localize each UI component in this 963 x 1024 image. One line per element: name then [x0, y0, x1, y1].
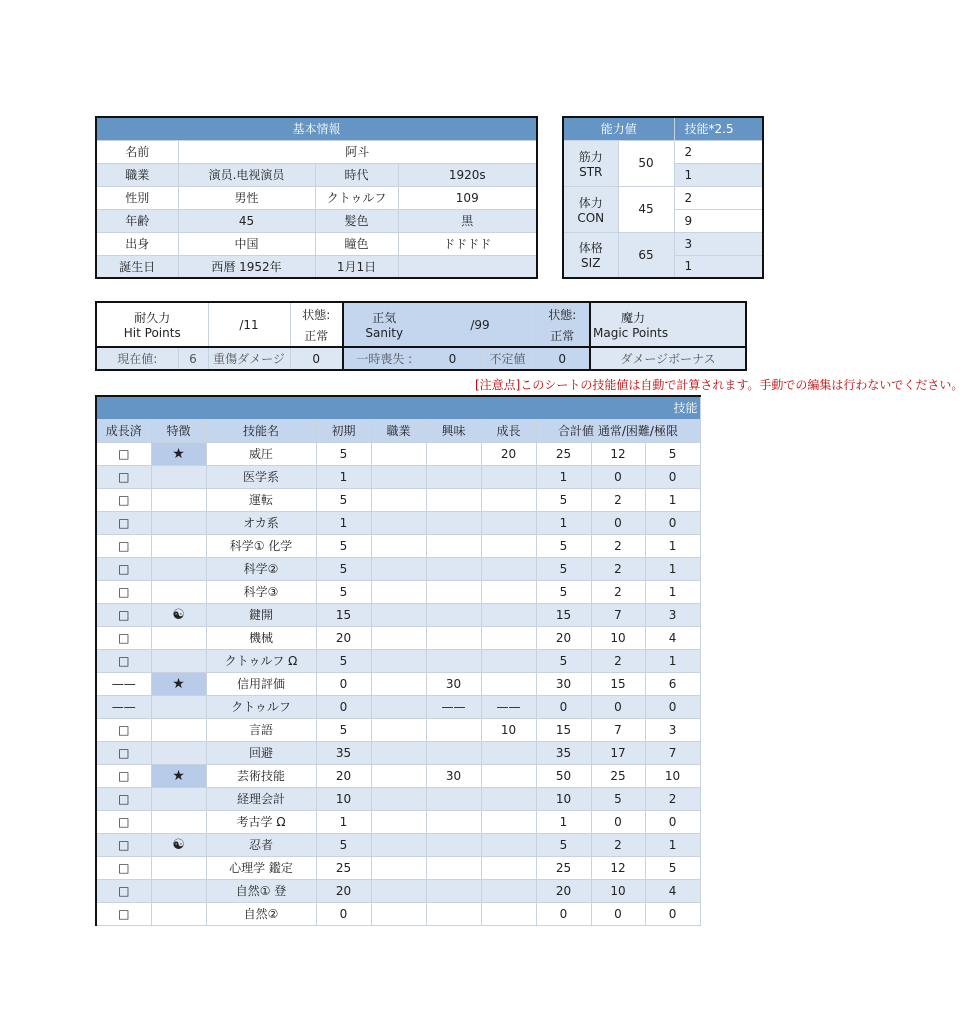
- skill-extreme-cell: 0: [645, 511, 700, 534]
- skill-base-cell: 5: [316, 649, 371, 672]
- skill-extreme-cell: 1: [645, 534, 700, 557]
- skill-base-cell: 20: [316, 879, 371, 902]
- skill-base-cell: 5: [316, 534, 371, 557]
- info-label: 時代: [315, 163, 398, 186]
- skill-interest-cell[interactable]: [426, 557, 481, 580]
- stat-half-str: 2: [674, 140, 763, 163]
- vitals-panel: [95, 301, 716, 373]
- skill-row: [96, 856, 700, 879]
- skill-row: [96, 557, 700, 580]
- skill-row: [96, 902, 700, 925]
- skill-base-cell: 0: [316, 695, 371, 718]
- skill-grown-cell[interactable]: □: [96, 856, 151, 879]
- skill-hard-cell: 0: [591, 695, 645, 718]
- serious-damage-value[interactable]: 0: [290, 347, 343, 370]
- skill-hard-cell: 7: [591, 603, 645, 626]
- skill-name-cell: 運転: [206, 488, 316, 511]
- skill-hard-cell: 17: [591, 741, 645, 764]
- skill-grown-cell[interactable]: □: [96, 442, 151, 465]
- skill-growth-cell[interactable]: [481, 603, 536, 626]
- col-occupation: 職業: [371, 419, 426, 442]
- skill-extreme-cell: 0: [645, 465, 700, 488]
- stat-label-str: 筋力 STR: [563, 140, 618, 186]
- birth-extra-field[interactable]: [398, 255, 537, 278]
- skill-interest-cell[interactable]: [426, 856, 481, 879]
- skill-name-cell: オカ系: [206, 511, 316, 534]
- stats-panel: [562, 116, 734, 280]
- skill-grown-cell[interactable]: □: [96, 534, 151, 557]
- info-label: 髪色: [315, 209, 398, 232]
- skill-row: [96, 465, 700, 488]
- gender-field[interactable]: 男性: [178, 186, 315, 209]
- skill-growth-cell[interactable]: [481, 557, 536, 580]
- skill-extreme-cell: 0: [645, 695, 700, 718]
- skill-name-cell: 芸術技能: [206, 764, 316, 787]
- skill-row: [96, 649, 700, 672]
- skill-row: [96, 488, 700, 511]
- skill-row: [96, 580, 700, 603]
- skill-feature-cell: [151, 879, 206, 902]
- skill-row: [96, 442, 700, 465]
- skill-base-cell: 0: [316, 902, 371, 925]
- skill-row: [96, 626, 700, 649]
- skill-total-cell: 5: [536, 557, 591, 580]
- skill-name-cell: 科学③: [206, 580, 316, 603]
- skill-occupation-cell[interactable]: [371, 626, 426, 649]
- temp-loss-value[interactable]: 0: [425, 347, 480, 370]
- info-label: 名前: [96, 140, 178, 163]
- skill-total-cell: 25: [536, 442, 591, 465]
- skill-growth-cell[interactable]: [481, 833, 536, 856]
- skill-growth-cell[interactable]: [481, 465, 536, 488]
- skill-interest-cell[interactable]: [426, 511, 481, 534]
- skill-grown-cell[interactable]: □: [96, 764, 151, 787]
- skill-occupation-cell[interactable]: [371, 741, 426, 764]
- stat-fifth-con: 9: [674, 209, 763, 232]
- skill-feature-cell: [151, 787, 206, 810]
- stat-label-siz: 体格 SIZ: [563, 232, 618, 278]
- skill-growth-cell[interactable]: [481, 649, 536, 672]
- skill-extreme-cell: 0: [645, 902, 700, 925]
- skill-occupation-cell[interactable]: [371, 672, 426, 695]
- san-max[interactable]: /99: [425, 302, 535, 347]
- skill-interest-cell[interactable]: [426, 488, 481, 511]
- skill-base-cell: 5: [316, 580, 371, 603]
- skill-row: [96, 879, 700, 902]
- skill-interest-cell[interactable]: [426, 603, 481, 626]
- skill-occupation-cell[interactable]: [371, 902, 426, 925]
- skill-hard-cell: 25: [591, 764, 645, 787]
- skill-feature-cell: [151, 534, 206, 557]
- skill-growth-cell[interactable]: [481, 626, 536, 649]
- indefinite-label: 不定値: [480, 347, 535, 370]
- hp-current-label: 現在値:: [96, 347, 178, 370]
- skill-grown-cell[interactable]: □: [96, 787, 151, 810]
- skill-grown-cell[interactable]: □: [96, 718, 151, 741]
- skill-name-cell: 威圧: [206, 442, 316, 465]
- skill-growth-cell[interactable]: [481, 672, 536, 695]
- stat-value-con[interactable]: 45: [618, 186, 674, 232]
- occupation-field[interactable]: 演员.电视演员: [178, 163, 315, 186]
- skill-feature-cell: [151, 626, 206, 649]
- skill-interest-cell[interactable]: [426, 718, 481, 741]
- skill-interest-cell[interactable]: [426, 902, 481, 925]
- skill-interest-cell[interactable]: [426, 833, 481, 856]
- skill-base-cell: 20: [316, 764, 371, 787]
- skill-hard-cell: 12: [591, 442, 645, 465]
- hp-max[interactable]: /11: [208, 302, 290, 347]
- basic-info-title: 基本情報: [96, 117, 537, 140]
- skill-total-cell: 35: [536, 741, 591, 764]
- skill-grown-cell[interactable]: □: [96, 511, 151, 534]
- col-skill-name: 技能名: [206, 419, 316, 442]
- skill-extreme-cell: 4: [645, 879, 700, 902]
- skill-interest-cell[interactable]: ——: [426, 695, 481, 718]
- skill-growth-cell[interactable]: ——: [481, 695, 536, 718]
- skill-grown-cell[interactable]: □: [96, 833, 151, 856]
- skill-hard-cell: 2: [591, 488, 645, 511]
- skill-name-cell: 自然②: [206, 902, 316, 925]
- skill-feature-cell: [151, 695, 206, 718]
- skill-name-cell: 回避: [206, 741, 316, 764]
- serious-damage-label: 重傷ダメージ: [208, 347, 290, 370]
- skill-base-cell: 5: [316, 442, 371, 465]
- skill-extreme-cell: 3: [645, 718, 700, 741]
- stats-title: 能力値: [563, 117, 674, 140]
- skill-feature-cell: [151, 856, 206, 879]
- mp-label: 魔力 Magic Points: [590, 302, 746, 347]
- skill-growth-cell[interactable]: [481, 534, 536, 557]
- skill-row: [96, 718, 700, 741]
- skill-row: [96, 764, 700, 787]
- skill-total-cell: 15: [536, 718, 591, 741]
- skill-total-cell: 1: [536, 810, 591, 833]
- skill-occupation-cell[interactable]: [371, 856, 426, 879]
- skill-total-cell: 25: [536, 856, 591, 879]
- skill-base-cell: 1: [316, 810, 371, 833]
- skill-feature-cell: ★: [151, 764, 206, 787]
- skill-feature-cell: [151, 511, 206, 534]
- skill-name-cell: 言語: [206, 718, 316, 741]
- stat-label-con: 体力 CON: [563, 186, 618, 232]
- skill-feature-cell: [151, 557, 206, 580]
- skill-growth-cell[interactable]: [481, 810, 536, 833]
- skill-name-cell: 機械: [206, 626, 316, 649]
- skill-row: [96, 534, 700, 557]
- birth-day-field[interactable]: 1月1日: [315, 255, 398, 278]
- skill-extreme-cell: 10: [645, 764, 700, 787]
- skill-occupation-cell[interactable]: [371, 810, 426, 833]
- skill-feature-cell: ☯: [151, 833, 206, 856]
- skill-feature-cell: [151, 649, 206, 672]
- skill-feature-cell: [151, 902, 206, 925]
- skill-total-cell: 5: [536, 488, 591, 511]
- skill-grown-cell[interactable]: □: [96, 741, 151, 764]
- skill-total-cell: 1: [536, 465, 591, 488]
- info-label: 年齢: [96, 209, 178, 232]
- skill-row: [96, 511, 700, 534]
- skill-growth-cell[interactable]: [481, 488, 536, 511]
- skill-occupation-cell[interactable]: [371, 787, 426, 810]
- skill-feature-cell: ☯: [151, 603, 206, 626]
- skill-total-cell: 1: [536, 511, 591, 534]
- stat-half-con: 2: [674, 186, 763, 209]
- skill-feature-cell: [151, 718, 206, 741]
- hp-label: 耐久力 Hit Points: [96, 302, 208, 347]
- skill-total-cell: 5: [536, 833, 591, 856]
- skill-interest-cell[interactable]: [426, 534, 481, 557]
- skill-grown-cell[interactable]: □: [96, 580, 151, 603]
- skill-grown-cell[interactable]: □: [96, 603, 151, 626]
- skill-total-cell: 5: [536, 580, 591, 603]
- skill-feature-cell: [151, 465, 206, 488]
- skill-occupation-cell[interactable]: [371, 695, 426, 718]
- skill-occupation-cell[interactable]: [371, 580, 426, 603]
- san-label: 正気 Sanity: [343, 302, 425, 347]
- col-feature: 特徴: [151, 419, 206, 442]
- skill-occupation-cell[interactable]: [371, 488, 426, 511]
- name-field[interactable]: 阿斗: [178, 140, 537, 163]
- era-field[interactable]: 1920s: [398, 163, 537, 186]
- skill-grown-cell[interactable]: □: [96, 649, 151, 672]
- skill-total-cell: 0: [536, 695, 591, 718]
- skill-name-cell: 医学系: [206, 465, 316, 488]
- skill-base-cell: 15: [316, 603, 371, 626]
- skill-hard-cell: 0: [591, 902, 645, 925]
- skill-hard-cell: 2: [591, 833, 645, 856]
- skill-interest-cell[interactable]: [426, 626, 481, 649]
- skill-occupation-cell[interactable]: [371, 511, 426, 534]
- skill-growth-cell[interactable]: [481, 764, 536, 787]
- stat-value-siz[interactable]: 65: [618, 232, 674, 278]
- skill-hard-cell: 12: [591, 856, 645, 879]
- eye-field[interactable]: ドドドド: [398, 232, 537, 255]
- skill-hard-cell: 2: [591, 534, 645, 557]
- skill-grown-cell[interactable]: □: [96, 488, 151, 511]
- skill-total-cell: 5: [536, 649, 591, 672]
- skill-name-cell: 自然① 登: [206, 879, 316, 902]
- skill-grown-cell[interactable]: □: [96, 810, 151, 833]
- skill-interest-cell[interactable]: [426, 787, 481, 810]
- skill-total-cell: 30: [536, 672, 591, 695]
- col-growth: 成長: [481, 419, 536, 442]
- skill-total-cell: 15: [536, 603, 591, 626]
- skill-growth-cell[interactable]: [481, 741, 536, 764]
- skill-interest-cell[interactable]: 30: [426, 764, 481, 787]
- col-grown: 成長済: [96, 419, 151, 442]
- skill-hard-cell: 0: [591, 465, 645, 488]
- skill-growth-cell[interactable]: 10: [481, 718, 536, 741]
- stats-header-right: 技能*2.5: [674, 117, 763, 140]
- skill-occupation-cell[interactable]: [371, 465, 426, 488]
- skill-total-cell: 10: [536, 787, 591, 810]
- basic-info-panel: [95, 116, 538, 279]
- skill-name-cell: 信用評価: [206, 672, 316, 695]
- skill-interest-cell[interactable]: [426, 810, 481, 833]
- skill-grown-cell[interactable]: ——: [96, 672, 151, 695]
- skill-grown-cell[interactable]: □: [96, 626, 151, 649]
- skill-interest-cell[interactable]: 30: [426, 672, 481, 695]
- skill-name-cell: 経理会計: [206, 787, 316, 810]
- skill-occupation-cell[interactable]: [371, 603, 426, 626]
- skill-base-cell: 1: [316, 465, 371, 488]
- skill-growth-cell[interactable]: [481, 787, 536, 810]
- skill-extreme-cell: 3: [645, 603, 700, 626]
- skill-extreme-cell: 7: [645, 741, 700, 764]
- skill-occupation-cell[interactable]: [371, 833, 426, 856]
- temp-loss-label: 一時喪失 :: [343, 347, 425, 370]
- stat-value-str[interactable]: 50: [618, 140, 674, 186]
- info-label: 性別: [96, 186, 178, 209]
- skill-hard-cell: 2: [591, 557, 645, 580]
- skill-growth-cell[interactable]: [481, 902, 536, 925]
- skill-interest-cell[interactable]: [426, 580, 481, 603]
- skill-interest-cell[interactable]: [426, 465, 481, 488]
- skill-name-cell: クトゥルフ: [206, 695, 316, 718]
- birth-year-field[interactable]: 西暦 1952年: [178, 255, 315, 278]
- skill-extreme-cell: 5: [645, 856, 700, 879]
- skill-feature-cell: [151, 741, 206, 764]
- skill-grown-cell[interactable]: □: [96, 557, 151, 580]
- skill-name-cell: 科学②: [206, 557, 316, 580]
- skill-grown-cell[interactable]: ——: [96, 695, 151, 718]
- skill-base-cell: 5: [316, 833, 371, 856]
- hair-field[interactable]: 黒: [398, 209, 537, 232]
- info-label: 職業: [96, 163, 178, 186]
- skill-interest-cell[interactable]: [426, 741, 481, 764]
- skill-name-cell: 心理学 鑑定: [206, 856, 316, 879]
- skill-base-cell: 1: [316, 511, 371, 534]
- skill-row: [96, 741, 700, 764]
- skill-occupation-cell[interactable]: [371, 718, 426, 741]
- hp-state: 状態: 正常: [290, 302, 343, 347]
- skill-total-cell: 5: [536, 534, 591, 557]
- skill-occupation-cell[interactable]: [371, 879, 426, 902]
- skill-extreme-cell: 5: [645, 442, 700, 465]
- skill-row: [96, 603, 700, 626]
- skill-extreme-cell: 1: [645, 557, 700, 580]
- skill-extreme-cell: 2: [645, 787, 700, 810]
- skill-total-cell: 50: [536, 764, 591, 787]
- skill-base-cell: 35: [316, 741, 371, 764]
- skill-extreme-cell: 6: [645, 672, 700, 695]
- stat-fifth-siz: 1: [674, 255, 763, 278]
- damage-bonus-label: ダメージボーナス: [590, 347, 746, 370]
- skill-interest-cell[interactable]: [426, 879, 481, 902]
- skill-name-cell: 忍者: [206, 833, 316, 856]
- info-label: クトゥルフ: [315, 186, 398, 209]
- info-label: 出身: [96, 232, 178, 255]
- skills-title: 技能: [96, 396, 700, 419]
- skill-grown-cell[interactable]: □: [96, 465, 151, 488]
- info-label: 誕生日: [96, 255, 178, 278]
- skill-growth-cell[interactable]: 20: [481, 442, 536, 465]
- skill-extreme-cell: 1: [645, 488, 700, 511]
- skill-base-cell: 0: [316, 672, 371, 695]
- skill-base-cell: 25: [316, 856, 371, 879]
- skill-base-cell: 5: [316, 557, 371, 580]
- skill-hard-cell: 2: [591, 649, 645, 672]
- skill-feature-cell: [151, 488, 206, 511]
- hp-current-value[interactable]: 6: [178, 347, 208, 370]
- skill-hard-cell: 10: [591, 626, 645, 649]
- skill-hard-cell: 0: [591, 810, 645, 833]
- skill-hard-cell: 5: [591, 787, 645, 810]
- skills-panel: [95, 395, 699, 935]
- skill-extreme-cell: 4: [645, 626, 700, 649]
- indefinite-value[interactable]: 0: [535, 347, 590, 370]
- skill-grown-cell[interactable]: □: [96, 879, 151, 902]
- col-base: 初期: [316, 419, 371, 442]
- skill-extreme-cell: 1: [645, 649, 700, 672]
- skill-occupation-cell[interactable]: [371, 557, 426, 580]
- skill-base-cell: 5: [316, 718, 371, 741]
- stat-half-siz: 3: [674, 232, 763, 255]
- skill-growth-cell[interactable]: [481, 511, 536, 534]
- warning-note: [注意点]このシートの技能値は自動で計算されます。手動での編集は行わないでください。: [475, 378, 963, 392]
- skill-row: [96, 833, 700, 856]
- skill-occupation-cell[interactable]: [371, 442, 426, 465]
- skill-feature-cell: [151, 810, 206, 833]
- skill-occupation-cell[interactable]: [371, 649, 426, 672]
- skill-occupation-cell[interactable]: [371, 764, 426, 787]
- skill-extreme-cell: 1: [645, 580, 700, 603]
- skill-row: [96, 810, 700, 833]
- skill-row: [96, 787, 700, 810]
- skill-interest-cell[interactable]: [426, 442, 481, 465]
- origin-field[interactable]: 中国: [178, 232, 315, 255]
- stat-fifth-str: 1: [674, 163, 763, 186]
- skill-total-cell: 20: [536, 626, 591, 649]
- age-field[interactable]: 45: [178, 209, 315, 232]
- skill-name-cell: 鍵開: [206, 603, 316, 626]
- skill-extreme-cell: 0: [645, 810, 700, 833]
- col-total: 合計値 通常/困難/極限: [536, 419, 700, 442]
- skill-total-cell: 0: [536, 902, 591, 925]
- col-interest: 興味: [426, 419, 481, 442]
- skill-occupation-cell[interactable]: [371, 534, 426, 557]
- skill-hard-cell: 2: [591, 580, 645, 603]
- skill-feature-cell: [151, 580, 206, 603]
- skill-name-cell: 科学① 化学: [206, 534, 316, 557]
- cthulhu-field[interactable]: 109: [398, 186, 537, 209]
- skill-name-cell: クトゥルフ Ω: [206, 649, 316, 672]
- skill-hard-cell: 10: [591, 879, 645, 902]
- info-label: 瞳色: [315, 232, 398, 255]
- skill-growth-cell[interactable]: [481, 580, 536, 603]
- skill-growth-cell[interactable]: [481, 856, 536, 879]
- skill-total-cell: 20: [536, 879, 591, 902]
- skill-name-cell: 考古学 Ω: [206, 810, 316, 833]
- skill-grown-cell[interactable]: □: [96, 902, 151, 925]
- skill-interest-cell[interactable]: [426, 649, 481, 672]
- skill-base-cell: 5: [316, 488, 371, 511]
- skill-extreme-cell: 1: [645, 833, 700, 856]
- skill-growth-cell[interactable]: [481, 879, 536, 902]
- skill-base-cell: 20: [316, 626, 371, 649]
- skill-hard-cell: 0: [591, 511, 645, 534]
- skill-row: [96, 672, 700, 695]
- skill-feature-cell: ★: [151, 442, 206, 465]
- skill-feature-cell: ★: [151, 672, 206, 695]
- skill-base-cell: 10: [316, 787, 371, 810]
- skill-row: [96, 695, 700, 718]
- san-state: 状態: 正常: [535, 302, 590, 347]
- skill-hard-cell: 7: [591, 718, 645, 741]
- skill-hard-cell: 15: [591, 672, 645, 695]
